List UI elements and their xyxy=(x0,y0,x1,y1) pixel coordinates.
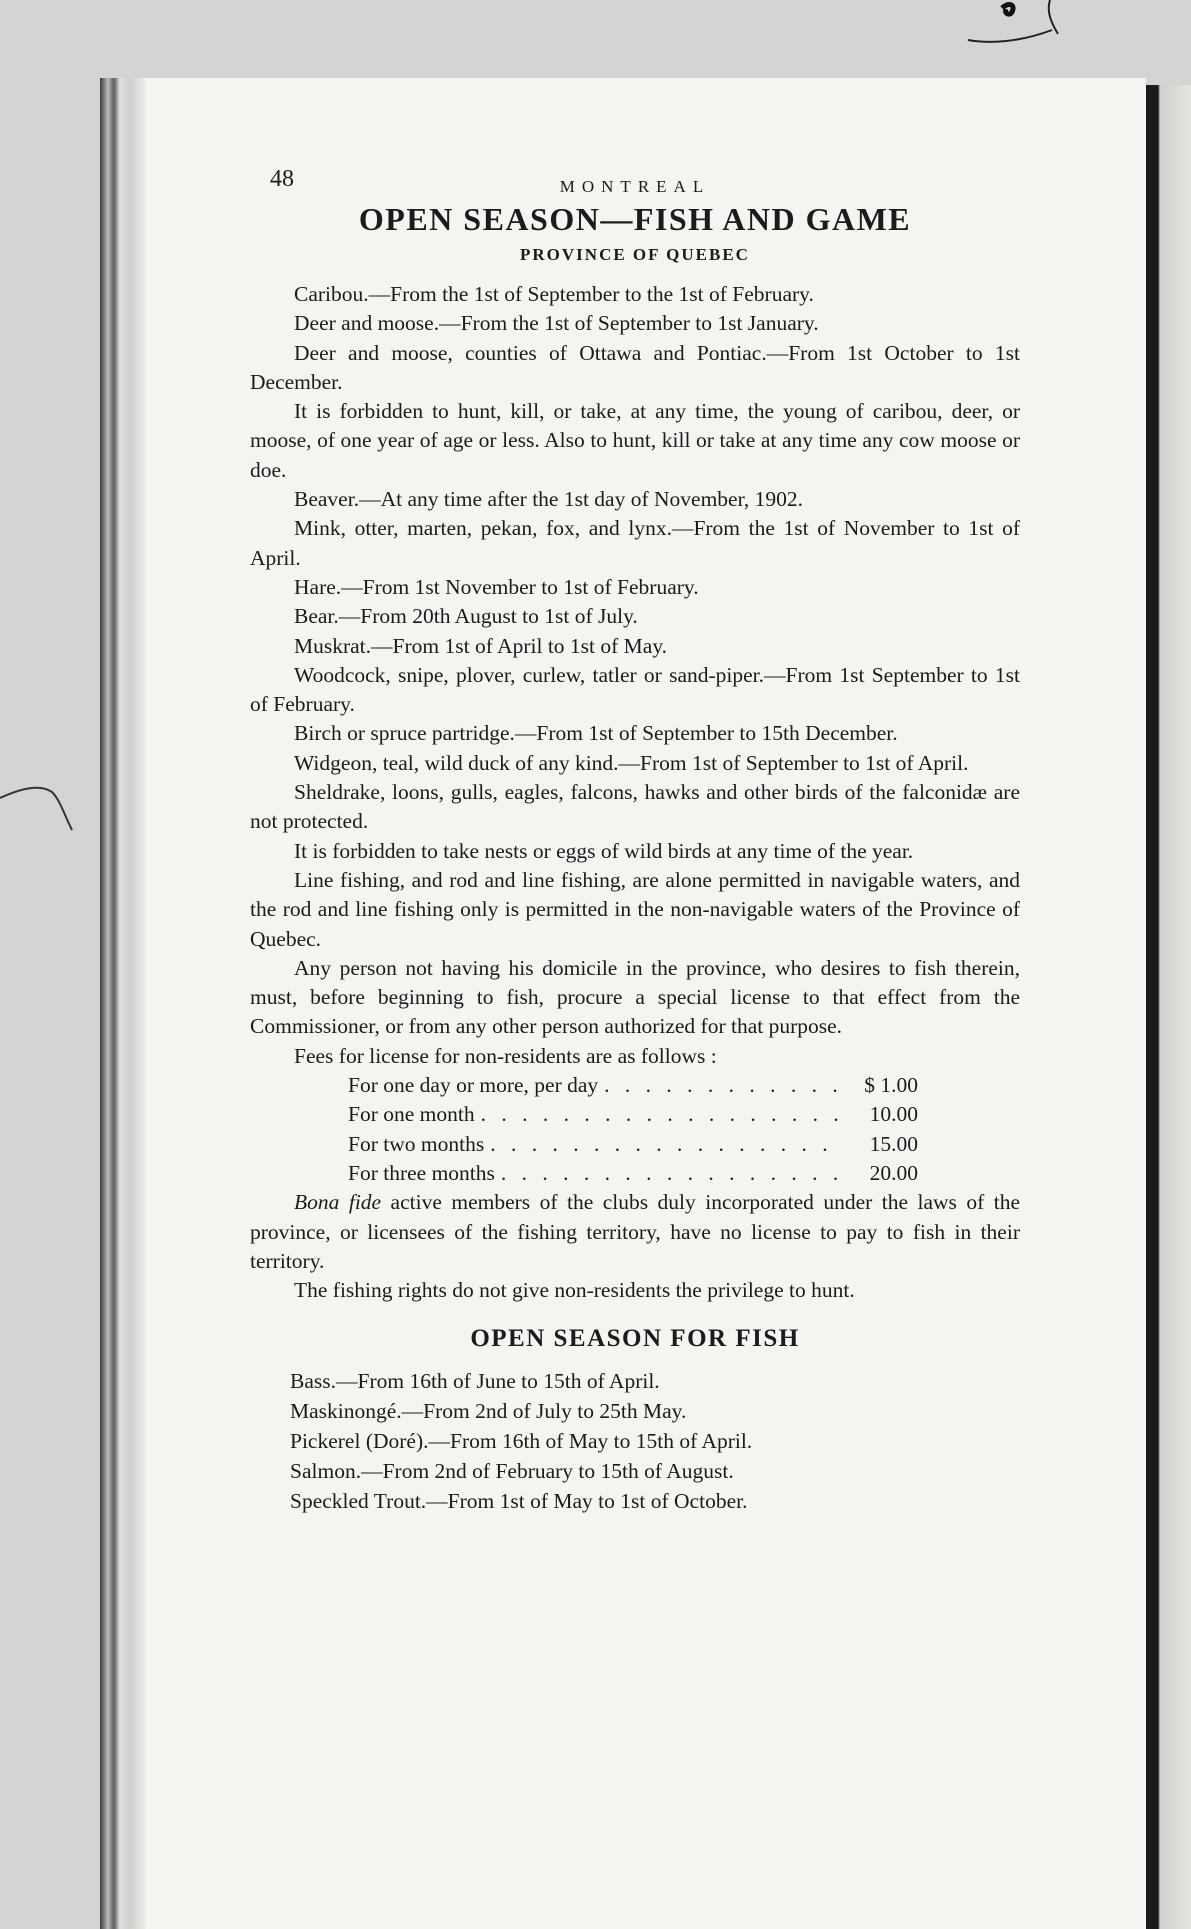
page-title: OPEN SEASON—FISH AND GAME xyxy=(358,201,912,237)
paragraph-hare: Hare.—From 1st November to 1st of February. xyxy=(294,574,699,599)
dot-leader xyxy=(490,1130,842,1159)
dot-leader xyxy=(501,1159,842,1188)
paragraph-widgeon: Widgeon, teal, wild duck of any kind.—From 1st of September to 1st of April. xyxy=(294,750,969,775)
bona-fide-italic: Bona fide xyxy=(294,1190,382,1215)
fee-row xyxy=(348,1100,918,1129)
fee-amount: 20.00 xyxy=(869,1160,918,1185)
list-item: Pickerel (Doré).—From 16th of May to 15th of April. xyxy=(290,1429,753,1454)
list-item: Speckled Trout.—From 1st of May to 1st of October. xyxy=(290,1489,748,1514)
fee-label: For two months xyxy=(348,1131,485,1156)
fee-row xyxy=(348,1130,918,1159)
page-subtitle: PROVINCE OF QUEBEC xyxy=(520,245,750,264)
paragraph-bona-fide xyxy=(250,1188,1020,1276)
paragraph-line-fishing: Line fishing, and rod and line fishing, are alone permitted in navigable waters, and the rod and line fishing only is permitted in the non-navigable waters of the Province of Quebec. xyxy=(250,867,1020,951)
paragraph-bear: Bear.—From 20th August to 1st of July. xyxy=(294,604,638,629)
paragraph-deer-moose-ottawa: Deer and moose, counties of Ottawa and Pontiac.—From 1st October to 1st December. xyxy=(250,340,1020,394)
list-item: Bass.—From 16th of June to 15th of April. xyxy=(290,1369,660,1394)
fee-row xyxy=(348,1159,918,1188)
paragraph-non-resident: Any person not having his domicile in the province, who desires to fish therein, must, before beginning to fish, procure a special license to that effect from the Commissioner, or from any other person authorized for that purpose. xyxy=(250,955,1020,1039)
fee-label: For one month xyxy=(348,1102,475,1127)
fee-amount: 10.00 xyxy=(869,1102,918,1127)
facing-page-edge xyxy=(1146,85,1191,1929)
paragraph-fishing-rights: The fishing rights do not give non-residents the privilege to hunt. xyxy=(294,1278,855,1303)
list-item: Salmon.—From 2nd of February to 15th of August. xyxy=(290,1459,734,1484)
dot-leader xyxy=(481,1100,842,1129)
paragraph-beaver: Beaver.—At any time after the 1st day of November, 1902. xyxy=(294,487,804,512)
fee-amount: $ 1.00 xyxy=(864,1073,918,1098)
fee-label: For one day or more, per day xyxy=(348,1073,599,1098)
paragraph-woodcock: Woodcock, snipe, plover, curlew, tatler or sand-piper.—From 1st September to 1st of February. xyxy=(250,662,1020,717)
page-header xyxy=(250,160,1020,200)
paragraph-muskrat: Muskrat.—From 1st of April to 1st of May. xyxy=(294,633,668,658)
fees-table xyxy=(348,1071,918,1188)
paragraph-caribou: Caribou.—From the 1st of September to the 1st of February. xyxy=(294,282,814,306)
paragraph-forbidden-young: It is forbidden to hunt, kill, or take, at any time, the young of caribou, deer, or moose, of one year of age or less. Also to hunt, kill or take at any time any cow moose or doe. xyxy=(250,399,1020,482)
fee-row xyxy=(348,1071,918,1100)
ink-scribble-mark xyxy=(960,0,1070,50)
paragraph-partridge: Birch or spruce partridge.—From 1st of September to 15th December. xyxy=(294,721,898,746)
bona-fide-text: active members of the clubs duly incorporated under the laws of the province, or licensees of the fishing territory, have no license to pay to fish in their territory. xyxy=(250,1190,1020,1273)
page-number: 48 xyxy=(270,166,294,192)
fee-label: For three months xyxy=(348,1160,495,1185)
page-gutter xyxy=(100,78,146,1929)
paragraph-nests-eggs: It is forbidden to take nests or eggs of wild birds at any time of the year. xyxy=(294,838,914,863)
fish-season-list xyxy=(290,1367,1020,1517)
paragraph-fees-intro: Fees for license for non-residents are as follows : xyxy=(294,1043,717,1068)
fee-amount: 15.00 xyxy=(869,1131,918,1156)
fish-section-title: OPEN SEASON FOR FISH xyxy=(470,1325,800,1353)
paragraph-mink: Mink, otter, marten, pekan, fox, and lynx.—From the 1st of November to 1st of April. xyxy=(250,516,1020,570)
paragraph-sheldrake: Sheldrake, loons, gulls, eagles, falcons, hawks and other birds of the falconidæ are not protected. xyxy=(250,780,1020,834)
dot-leader xyxy=(604,1071,842,1100)
margin-mark xyxy=(0,770,80,840)
paragraph-deer-moose: Deer and moose.—From the 1st of September to 1st January. xyxy=(294,311,819,336)
running-title: MONTREAL xyxy=(559,177,711,196)
list-item: Maskinongé.—From 2nd of July to 25th May. xyxy=(290,1399,687,1424)
page-content xyxy=(250,160,1020,1517)
